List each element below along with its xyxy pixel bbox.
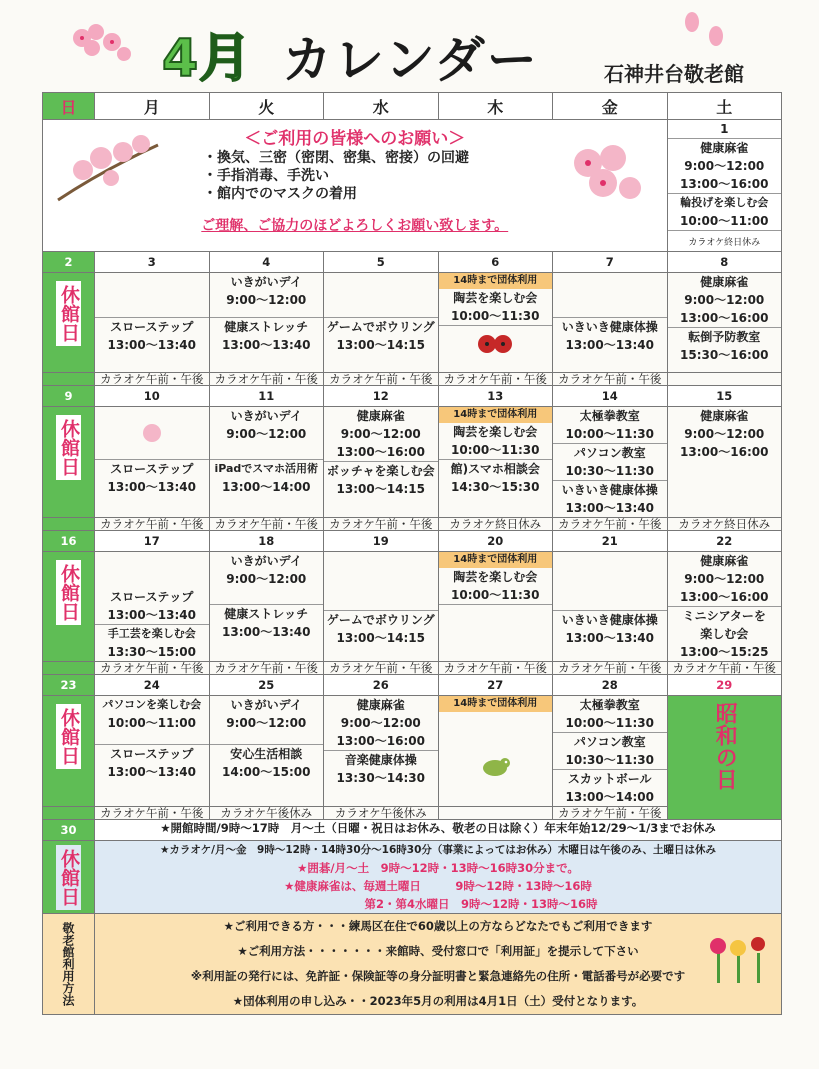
event-time: 13:00～14:15 [336,482,425,496]
venue-name: 石神井台敬老館 [604,62,744,86]
day-cell [553,407,668,518]
event-title: 健康ストレッチ [224,607,309,621]
event-time: 10:00～11:30 [553,714,667,733]
karaoke-note: カラオケ午前・午後 [209,518,324,531]
event-title: 手工芸を楽しむ会 [107,627,196,640]
day-cell [95,273,210,373]
day-number: 12 [324,386,439,407]
day-number: 26 [324,675,439,696]
weekday-header [43,93,782,120]
event-time: 13:00～16:00 [680,445,769,459]
event-time: 13:00～14:15 [336,631,425,645]
karaoke-note: カラオケ午前・午後 [95,662,210,675]
event-time: 13:00～15:25 [680,645,769,659]
event-title: ゲームでボウリング [326,613,435,627]
event-title: 健康麻雀 [700,554,749,568]
petal-icon [680,8,730,53]
sakura-icon [140,421,164,445]
event-title: 輪投げを楽しむ会 [680,196,769,209]
day-cell [667,273,782,373]
day-number: 21 [553,531,668,552]
karaoke-note: カラオケ午前・午後 [667,662,782,675]
event-time: 9:00～12:00 [684,572,765,586]
karaoke-note: カラオケ午前・午後 [209,662,324,675]
day-number: 9 [43,386,95,407]
day-cell [95,552,210,662]
day-number: 1 [668,120,782,139]
event-time: 9:00～12:00 [684,159,765,173]
event-time: 13:00～13:40 [222,338,311,352]
event-title: 転倒予防教室 [688,330,761,344]
karaoke-note: カラオケ午前・午後 [95,373,210,386]
event-title: 陶芸を楽しむ会 [453,570,538,584]
event-time: 13:00～13:40 [565,501,654,515]
day-number: 14 [553,386,668,407]
day-number: 17 [95,531,210,552]
event-title: 健康ストレッチ [224,320,309,334]
event-time: 13:00～13:40 [565,631,654,645]
event-time: 13:00～16:00 [668,175,782,194]
opening-hours: ★開館時間/9時～17時 月～土（日曜・祝日はお休み、敬老の日は除く）年末年始12/29～1/3までお休み [95,820,782,841]
group-use-badge: 14時まで団体利用 [439,696,553,712]
holiday-label: 昭和の日 [707,702,741,790]
usage-line: ★ご利用方法・・・・・・・来館時、受付窓口で「利用証」を提示して下さい [237,944,639,958]
event-title: ゲームでボウリング [326,320,435,334]
event-title: 館)スマホ相談会 [450,462,540,476]
event-title: 陶芸を楽しむ会 [453,291,538,305]
event-time: 10:00～11:30 [553,425,667,444]
event-time: 9:00～12:00 [684,427,765,441]
event-time: 15:30～16:00 [680,348,769,362]
day-number: 10 [95,386,210,407]
event-title: いきいき健康体操 [561,320,658,334]
event-title: 健康麻雀 [356,409,405,423]
event-title: いきがいデイ [230,409,302,423]
event-time: 10:00～11:30 [439,586,553,605]
karaoke-note: カラオケ午前・午後 [95,807,210,820]
event-time: 13:00～13:40 [107,765,196,779]
day-number: 6 [438,252,553,273]
day-cell [553,696,668,807]
event-time: 13:00～13:40 [565,338,654,352]
notice-item: ・手指消毒、手洗い [203,168,329,184]
karaoke-note: カラオケ午前・午後 [438,373,553,386]
karaoke-note: カラオケ終日休み [688,238,761,248]
event-time: 13:00～13:40 [107,338,196,352]
cherry-blossom-icon [558,138,653,218]
event-time: 10:00～11:30 [439,441,553,460]
event-time: 9:00～12:00 [210,714,324,745]
event-time: 9:00～12:00 [210,425,324,460]
closed-cell [43,552,95,662]
usage-label: 敬老館利用方法 [61,922,75,1006]
event-title: いきがいデイ [230,275,302,289]
karaoke-note: カラオケ午前・午後 [553,662,668,675]
event-title: いきいき健康体操 [561,613,658,627]
day-cell [209,273,324,373]
event-title: パソコンを楽しむ会 [102,698,202,711]
day-number: 16 [43,531,95,552]
title-calendar: カレンダー [282,31,539,89]
event-title: 健康麻雀 [700,141,749,155]
day-number: 2 [43,252,95,273]
day-cell [553,552,668,662]
day-number: 3 [95,252,210,273]
calendar-table [42,92,782,1015]
day-number: 30 [43,820,95,841]
day-cell [324,696,439,807]
day-cell [324,552,439,662]
day-cell [438,696,553,807]
weekday-mon: 月 [95,93,210,120]
day-number: 13 [438,386,553,407]
day-number: 19 [324,531,439,552]
event-title: パソコン教室 [573,446,646,460]
cherry-blossom-icon [53,130,163,210]
day-cell [667,552,782,662]
notice-box [43,120,668,252]
event-time: 14:30～15:30 [451,480,540,494]
sakura-icon [62,18,142,70]
event-title: 楽しむ会 [700,627,749,641]
karaoke-note: カラオケ午前・午後 [553,807,668,820]
event-time: 13:00～16:00 [324,443,438,462]
event-title: パソコン教室 [573,735,646,749]
day-cell [324,273,439,373]
event-time: 13:00～14:15 [336,338,425,352]
day-number: 4 [209,252,324,273]
karaoke-note: カラオケ終日休み [667,518,782,531]
notice-item: ・館内でのマスクの着用 [203,186,357,202]
event-title: スカットボール [567,772,652,786]
event-time: 13:00～16:00 [668,588,782,607]
day-number: 27 [438,675,553,696]
weekday-wed: 水 [324,93,439,120]
event-title: 太極拳教室 [579,698,640,712]
info-line: ★カラオケ/月～金 9時～12時・14時30分～16時30分（事業によってはお休み）木曜日は午後のみ、土曜日は休み [159,844,717,856]
event-title: いきいき健康体操 [561,483,658,497]
karaoke-note: カラオケ午前・午後 [324,518,439,531]
event-time: 14:00～15:00 [222,765,311,779]
day-cell [553,273,668,373]
usage-label-cell [43,914,95,1015]
event-title: いきがいデイ [230,698,302,712]
event-title: 健康麻雀 [700,409,749,423]
event-time: 13:00～14:00 [222,480,311,494]
header [0,0,819,92]
day-cell [95,407,210,518]
day-number: 7 [553,252,668,273]
notice-thanks: ご理解、ご協力のほどよろしくお願い致します。 [201,218,509,234]
event-time: 13:30～15:00 [107,645,196,659]
info-line: ★健康麻雀は、毎週土曜日 9時～12時・13時～16時 [284,879,592,893]
closed-label: 休館日 [56,560,81,625]
title-month: 4月 [162,29,253,89]
event-time: 13:00～13:40 [107,480,196,494]
closed-label: 休館日 [56,415,81,480]
event-title: スローステップ [110,747,194,761]
day-cell [95,696,210,807]
karaoke-note: カラオケ終日休み [438,518,553,531]
event-time: 13:00～14:00 [565,790,654,804]
day-cell [209,552,324,662]
event-title: 太極拳教室 [579,409,640,423]
karaoke-note: カラオケ午前・午後 [95,518,210,531]
event-time: 13:00～13:40 [222,625,311,639]
event-time: 9:00～12:00 [684,293,765,307]
day-cell [209,407,324,518]
event-title: いきがいデイ [230,554,302,568]
weekday-fri: 金 [553,93,668,120]
group-use-badge: 14時まで団体利用 [439,552,553,568]
event-time: 13:30～14:30 [336,771,425,785]
day-cell [209,696,324,807]
event-time: 10:00～11:00 [668,212,782,231]
event-time: 9:00～12:00 [340,427,421,441]
karaoke-note: カラオケ午前・午後 [324,662,439,675]
day-cell [667,407,782,518]
info-line: 第2・第4水曜日 9時～12時・13時～16時 [364,897,598,911]
day-cell [438,552,553,662]
karaoke-note: カラオケ午前・午後 [438,662,553,675]
karaoke-note: カラオケ午後休み [209,807,324,820]
day-number: 20 [438,531,553,552]
day-number: 23 [43,675,95,696]
event-title: 健康麻雀 [356,698,405,712]
weekday-sat: 土 [667,93,782,120]
closed-cell [43,407,95,518]
event-title: スローステップ [110,590,194,604]
day-number: 25 [209,675,324,696]
karaoke-note: カラオケ午前・午後 [324,373,439,386]
info-line: ★囲碁/月～土 9時～12時・13時～16時30分まで。 [297,861,579,875]
event-time: 9:00～12:00 [340,716,421,730]
event-time: 13:00～13:40 [95,606,209,625]
day-number: 8 [667,252,782,273]
day-number: 28 [553,675,668,696]
day-number: 22 [667,531,782,552]
event-title: ミニシアターを [682,609,766,623]
closed-cell [43,696,95,807]
event-time: 10:30～11:30 [553,751,667,770]
closed-cell [43,841,95,914]
event-time: 10:30～11:30 [553,462,667,481]
closed-label: 休館日 [56,281,81,346]
event-title: ボッチャを楽しむ会 [326,464,435,478]
holiday-cell [667,696,782,820]
group-use-badge: 14時まで団体利用 [439,407,553,423]
event-time: 10:00～11:00 [95,714,209,745]
closed-label: 休館日 [56,704,81,769]
day-number: 18 [209,531,324,552]
day-number: 24 [95,675,210,696]
weekday-thu: 木 [438,93,553,120]
closed-label: 休館日 [56,845,81,910]
day-number: 29 [667,675,782,696]
event-time: 13:00～16:00 [668,309,782,328]
day-cell [438,407,553,518]
notice-title: ＜ご利用の皆様へのお願い＞ [244,129,466,149]
group-use-badge: 14時まで団体利用 [439,273,553,289]
karaoke-note: カラオケ午前・午後 [553,373,668,386]
day-number: 11 [209,386,324,407]
notice-item: ・換気、三密（密閉、密集、密接）の回避 [203,150,469,166]
bird-icon [475,752,515,782]
event-title: 健康麻雀 [700,275,749,289]
event-title: スローステップ [110,320,194,334]
day-number: 5 [324,252,439,273]
day-cell [324,407,439,518]
karaoke-note: カラオケ午後休み [324,807,439,820]
usage-box [95,914,782,1015]
event-time: 9:00～12:00 [210,291,324,318]
event-title: 安心生活相談 [230,747,303,761]
weekday-sun: 日 [43,93,95,120]
event-time: 10:00～11:30 [439,307,553,326]
event-time: 9:00～12:00 [210,570,324,605]
event-title: スローステップ [110,462,194,476]
day-number: 15 [667,386,782,407]
karaoke-note: カラオケ午前・午後 [209,373,324,386]
day-cell [438,273,553,373]
closed-cell [43,273,95,373]
karaoke-note: カラオケ午前・午後 [553,518,668,531]
tulip-icon [703,928,773,988]
ladybug-icon [475,332,515,356]
event-time: 13:00～16:00 [324,732,438,751]
usage-line: ※利用証の発行には、免許証・保険証等の身分証明書と緊急連絡先の住所・電話番号が必要です [190,969,686,983]
info-box [95,841,782,914]
event-title: 音楽健康体操 [344,753,417,767]
event-title: 陶芸を楽しむ会 [453,425,538,439]
usage-line: ★ご利用できる方・・・練馬区在住で60歳以上の方ならどなたでもご利用できます [223,919,653,933]
event-title: iPadでスマホ活用術 [214,462,319,475]
weekday-tue: 火 [209,93,324,120]
usage-line: ★団体利用の申し込み・・2023年5月の利用は4月1日（土）受付となります。 [232,994,644,1008]
day-cell [667,120,782,252]
